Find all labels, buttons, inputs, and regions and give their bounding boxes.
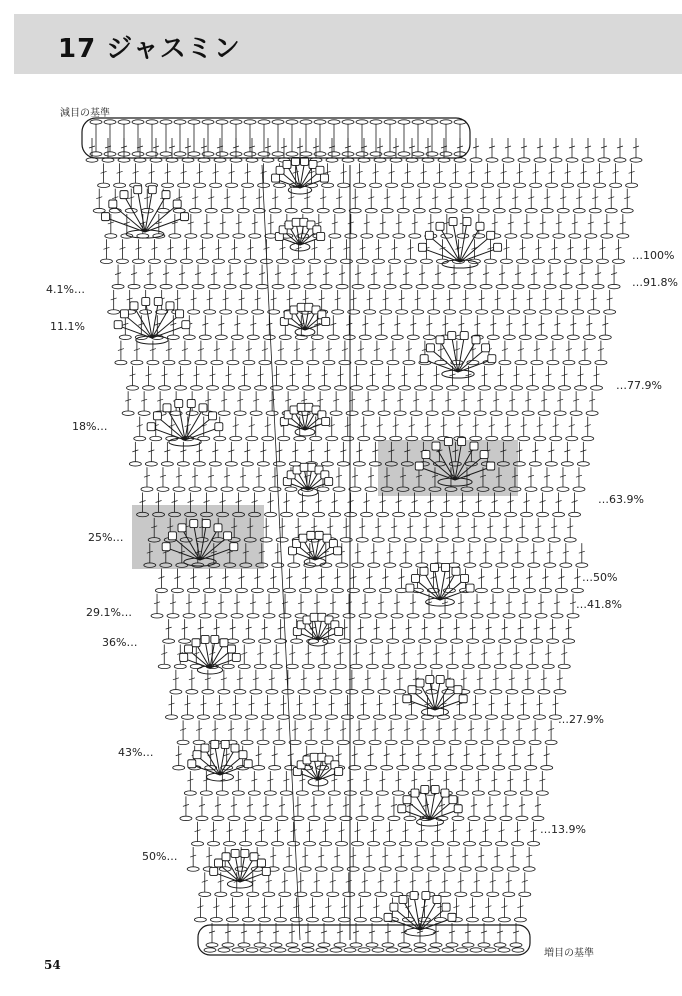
stitch-row bbox=[177, 720, 557, 744]
right-pct-7: …27.9% bbox=[558, 713, 604, 726]
fan-motif bbox=[102, 186, 189, 238]
stitch-row bbox=[100, 239, 624, 263]
stitch-row bbox=[155, 568, 583, 592]
stitch-row bbox=[98, 163, 638, 187]
left-pct-8: 50%… bbox=[142, 850, 178, 863]
stitch-row bbox=[184, 771, 548, 795]
stitch-row bbox=[180, 796, 544, 820]
fan-motif bbox=[403, 675, 467, 716]
fan-motif bbox=[406, 563, 474, 606]
fan-motif bbox=[280, 403, 329, 436]
right-pct-2: …91.8% bbox=[632, 276, 678, 289]
page-title: 17 ジャスミン bbox=[58, 34, 241, 64]
stitch-row bbox=[192, 822, 540, 846]
stitch-row bbox=[194, 898, 526, 922]
right-pct-5: …50% bbox=[582, 571, 618, 584]
left-pct-7: 43%… bbox=[118, 746, 154, 759]
right-pct-1: …100% bbox=[632, 249, 675, 262]
right-pct-3: …77.9% bbox=[616, 379, 662, 392]
page-number: 54 bbox=[44, 958, 61, 972]
stitch-row bbox=[134, 417, 594, 441]
stitch-row bbox=[129, 442, 589, 466]
stitch-row bbox=[115, 341, 607, 365]
stitch-row bbox=[112, 265, 620, 289]
fan-motif bbox=[384, 892, 456, 936]
stitch-row bbox=[158, 644, 570, 668]
fan-motif bbox=[288, 531, 341, 566]
highlight-areas bbox=[132, 440, 518, 569]
right-pct-4: …63.9% bbox=[598, 493, 644, 506]
increase-reference-label: 増目の基準 bbox=[544, 948, 594, 959]
stitch-row bbox=[127, 366, 603, 390]
stitch-row bbox=[199, 872, 531, 896]
left-pct-1: 4.1%… bbox=[46, 283, 85, 296]
left-pct-6: 36%… bbox=[102, 636, 138, 649]
left-pct-3: 18%… bbox=[72, 420, 108, 433]
right-pct-8: …13.9% bbox=[540, 823, 586, 836]
left-pct-5: 29.1%… bbox=[86, 606, 132, 619]
left-pct-2: 11.1% bbox=[50, 320, 85, 333]
left-pct-4: 25%… bbox=[88, 531, 124, 544]
stitch-row bbox=[119, 315, 611, 339]
stitch-row bbox=[206, 923, 522, 947]
fan-motif bbox=[272, 157, 329, 194]
decrease-reference-label: 減目の基準 bbox=[60, 108, 110, 119]
increase-reference-band bbox=[198, 925, 530, 955]
fan-motif bbox=[280, 303, 329, 336]
stitch-row bbox=[165, 695, 561, 719]
fan-motif bbox=[147, 400, 223, 446]
stitch-row bbox=[170, 670, 566, 694]
stitch-row bbox=[151, 594, 579, 618]
right-pct-6: …41.8% bbox=[576, 598, 622, 611]
stitch-row bbox=[141, 467, 585, 491]
